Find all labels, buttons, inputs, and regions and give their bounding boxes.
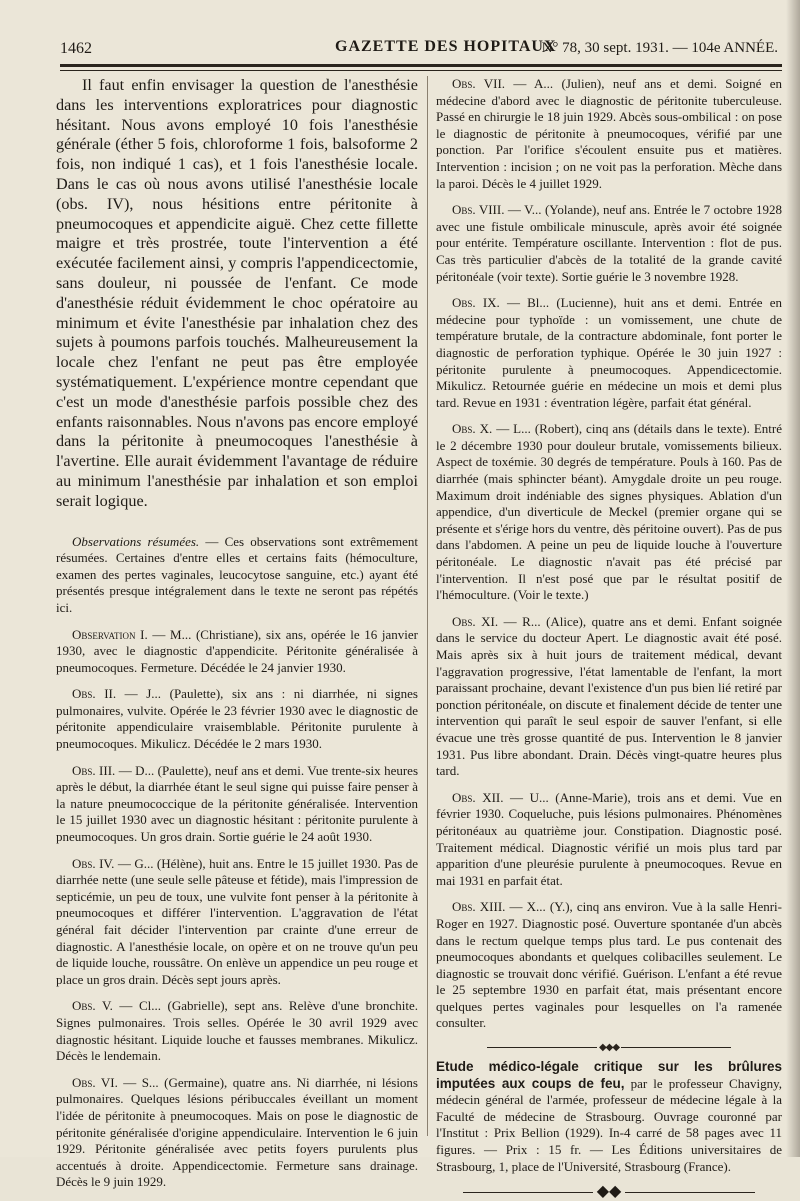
header-rule-thick bbox=[60, 64, 782, 67]
observation-paragraph bbox=[436, 202, 782, 285]
observation-heading: Obs. VII. bbox=[452, 76, 506, 91]
bibliography-body: par le professeur Chavigny, médecin général de l'armée, professeur de médecine légale à la Faculté de médecine de Strasbourg. Ouvrage couronné par l'Institut : Prix Bellion (1929). In-4 carré de 58 pages avec 11 figures. — Prix : 15 fr. — Les Éditions universitaires de Strasbourg, 1, place de l'Université, Strasbourg (France). bbox=[436, 1075, 782, 1174]
observation-paragraph bbox=[56, 763, 418, 846]
observation-paragraph bbox=[436, 790, 782, 890]
observation-paragraph bbox=[436, 899, 782, 1032]
resumes-body: — Ces observations sont extrêmement résumées. Certaines d'entre elles et certains faits (hémoculture, examen des pertes vaginales, leucocytose sanguine, etc.) ayant été présentés presque intégralement dans le texte ne seront pas répétés ici. bbox=[56, 533, 418, 615]
observation-heading: Obs. V. bbox=[72, 998, 113, 1014]
journal-title: GAZETTE DES HOPITAUX bbox=[335, 38, 557, 55]
observation-body: — L... (Robert), cinq ans (détails dans le texte). Entré le 2 décembre 1930 pour douleur brutale, vomissements bilieux. Aspect de toxémie. 30 degrés de température. Pouls à 160. Pas de diarrhée (mais sphincter béant). Amygdale droite un peu rouge. Maximum droit indéniable des signes physiques. Ablation d'un appendice, d'un diverticule de Meckel (premier organe qui se présente et s'érige hors du ventre, dès péritoine ouvert). Pas de pus dans l'abdomen. A peine un peu de liquide louche à l'ouverture péritonéale. Le diagnostic n'avait pas été précisé par l'intervention. Il n'est posé que par le résultat positif de l'hémoculture. (Voir le texte.) bbox=[436, 421, 782, 603]
observation-heading: Obs. VIII. bbox=[452, 202, 505, 218]
observation-body: — U... (Anne-Marie), trois ans et demi. Vue en février 1930. Coqueluche, puis lésions pulmonaires. Phénomènes péritonéaux au quatrième jour. Constipation. Diagnostic posé. Traitement médical. Diagnostic vérifié un mois plus tard par apparition d'une pleurésie purulente à pneumocoques. Revue en mai 1931 en parfait état. bbox=[436, 789, 782, 888]
observation-heading: Obs. XIII. bbox=[452, 899, 506, 915]
observation-paragraph bbox=[56, 998, 418, 1064]
observation-body: — M... (Christiane), six ans, opérée le 16 janvier 1930, avec le diagnostic d'appendicite. Péritonite généralisée à pneumocoques. Fermeture. Décédée le 24 janvier 1930. bbox=[56, 626, 419, 675]
observation-heading: Obs. IX. bbox=[452, 295, 500, 311]
observation-body: — Cl... (Gabrielle), sept ans. Relève d'une bronchite. Signes pulmonaires. Trois selles. Opérée le 30 avril 1929 avec diagnostic hésitant. Liquide louche et fausses membranes. Mikulicz. Décès le lendemain. bbox=[56, 998, 419, 1064]
bibliography-entry bbox=[436, 1059, 782, 1175]
observation-paragraph bbox=[436, 614, 782, 780]
observation-body: — R... (Alice), quatre ans et demi. Enfant soignée dans le service du docteur Apert. Le diagnostic avait été posé. Mais après six à huit jours de traitement médical, devant l'aggravation progressive, l'état lamentable de l'enfant, la mort paraissant prochaine, devant l'existence d'un pus bien lié retiré par ponction péritonéale, on discute et finalement décide de tenter une intervention qui paraît le seul espoir de sauver l'enfant, si elle évacue une très grosse quantité de pus. Intervention le 8 janvier 1931. Pus libre abondant. Drain. Décès vingt-quatre heures plus tard. bbox=[436, 613, 782, 779]
observation-body: — V... (Yolande), neuf ans. Entrée le 7 octobre 1928 avec une fistule ombilicale minuscule, après avoir été soignée pour entérite. Température oscillante. Intervention : flot de pus. Cas très particulier d'abcès de la totalité de la grande cavité péritonéale (voir texte). Sortie guérie le 3 novembre 1928. bbox=[436, 202, 782, 284]
resumes-title: Observations résumées. bbox=[72, 533, 200, 549]
header-rule-thin bbox=[60, 70, 782, 71]
left-column bbox=[56, 76, 419, 1190]
column-divider bbox=[427, 76, 428, 1136]
observation-body: — A... (Julien), neuf ans et demi. Soigné en médecine d'abord avec le diagnostic de péritonite tuberculeuse. Passé en chirurgie le 18 juin 1929. Abcès sous-ombilical : on pose le diagnostic de péritonite à pneumocoques, vérifié par une ponction. Par l'orifice s'écoulent ensuite pus et matières. Intervention : incision ; on ne voit pas la perforation. Mèche dans la paroi. Décès le 4 juillet 1929. bbox=[436, 76, 782, 191]
observation-body: — D... (Paulette), neuf ans et demi. Vue trente-six heures après le début, la diarrhée étant le seul signe qui puisse faire penser à la nature pneumococcique de la péritonite généralisée. Intervention le 15 juillet 1930 avec un diagnostic hésitant : péritonite purulente à pneumocoques. Un gros drain. Sortie guérie le 24 août 1930. bbox=[56, 762, 418, 845]
observation-heading: Obs. III. bbox=[72, 762, 116, 778]
page-header bbox=[60, 38, 778, 62]
intro-paragraph: Il faut enfin envisager la question de l'anesthésie dans les interventions exploratrices pour diagnostic hésitant. Nous avons employé 10 fois l'anesthésie générale (éther 5 fois, chloroforme 1 fois, balsoforme 2 fois, non indiqué 1 cas), et 1 fois l'anesthésie locale. Dans le cas où nous avons utilisé l'anesthésie locale (obs. IV), nous hésitions entre péritonite à pneumocoques et appendicite aiguë. Chez cette fillette maigre et très prostrée, toute l'intervention a été exécutée facilement ainsi, y compris l'appendicectomie, sans douleur, ni poussée de l'enfant. Ce mode d'anesthésie réduit évidemment le choc opératoire au minimum et évite l'anesthésie par inhalation chez des sujets à poumons parfois touchés. Malheureusement la locale chez l'enfant ne peut pas être employée systématiquement. L'expérience montre cependant que c'est un mode d'anesthésie parfois possible chez des enfants raisonnables. Nous n'avons pas encore employé dans la péritonite à pneumocoques l'anesthésie à l'avertine. Elle aurait évidemment l'avantage de réduire au minimum l'anesthésie par inhalation et son emploi serait logique. bbox=[56, 76, 418, 510]
observation-paragraph bbox=[436, 295, 782, 411]
observation-heading: Obs. VI. bbox=[72, 1074, 118, 1090]
observation-paragraph bbox=[436, 421, 782, 604]
resumes-paragraph bbox=[56, 534, 418, 617]
right-column bbox=[436, 76, 782, 1201]
observation-body: — G... (Hélène), huit ans. Entre le 15 juillet 1930. Pas de diarrhée nette (une seule selle pâteuse et fétide), mais l'impression de septicémie, un peu de toux, une vulvite font penser à la péritonite à pneumocoques et différer l'intervention. L'aggravation de l'état général fait décider l'intervention par crainte d'une erreur de diagnostic. A l'anesthésie locale, on opère et on ne trouve qu'un peu de liquide louche, roussâtre. On enlève un appendice un peu rouge et place un gros drain. Décès sept jours après. bbox=[56, 855, 418, 987]
observation-body: — X... (Y.), cinq ans environ. Vue à la salle Henri-Roger en 1927. Diagnostic posé. Ouverture spontanée d'un abcès dans le rectum quelque temps plus tard. Le pus contenait des pneumocoques abondants et quelques colibacilles seulement. Le diagnostic se trouvait donc vérifié. Guérison. L'enfant a été revue le 25 septembre 1930 en parfait état, mais présentant encore quelques pertes vaginales pour lesquelles on l'a ramenée consulter. bbox=[436, 899, 782, 1031]
page-edge-shadow bbox=[786, 0, 800, 1157]
observation-heading: Obs. II. bbox=[72, 686, 117, 702]
observation-body: — J... (Paulette), six ans : ni diarrhée, ni signes pulmonaires, vulvite. Opérée le 23 février 1930 avec le diagnostic de péritonite appendiculaire vraisemblable. Péritonite purulente à pneumocoques. Mikulicz. Décédée le 2 mars 1930. bbox=[56, 686, 418, 752]
bibliography-title: Etude médico-légale critique sur les brûlures imputées aux coups de feu, bbox=[436, 1059, 782, 1091]
observation-heading: Obs. X. bbox=[452, 421, 493, 437]
observation-heading: Observation I. bbox=[72, 626, 148, 642]
bottom-separator: ◆◆ bbox=[436, 1181, 782, 1201]
section-separator: ◆◆◆ bbox=[436, 1042, 782, 1053]
observation-body: — S... (Germaine), quatre ans. Ni diarrhée, ni lésions pulmonaires. Quelques lésions péribuccales éveillant un moment l'idée de péritonite à pneumocoques. Mais on pose le diagnostic de péritonite généralisée d'origine appendiculaire. Intervention le 6 juin 1929. Péritonite généralisée avec petits foyers purulents plus accentués à droite. Appendicectomie. Fermeture sans drainage. Décès le 9 juin 1929. bbox=[56, 1074, 418, 1190]
issue-info: N° 78, 30 sept. 1931. — 104e ANNÉE. bbox=[541, 40, 778, 56]
observation-paragraph bbox=[436, 76, 782, 192]
observation-paragraph bbox=[56, 856, 418, 989]
observation-paragraph bbox=[56, 627, 418, 677]
observation-heading: Obs. IV. bbox=[72, 855, 115, 871]
page-number: 1462 bbox=[60, 40, 92, 57]
observation-paragraph bbox=[56, 1075, 418, 1191]
observation-body: — Bl... (Lucienne), huit ans et demi. Entrée en médecine pour typhoïde : un vomissement, une chute de température brutale, de la contracture abdominale, font porter le diagnostic de perforation typhique. Opérée le 30 juin 1927 : péritonite purulente à pneumocoques. Appendicectomie. Mikulicz. Retournée guérie en médecine un mois et demi plus tard. Revue en 1931 : éventration légère, parfait état général. bbox=[436, 295, 782, 410]
observation-heading: Obs. XII. bbox=[452, 789, 504, 805]
observation-heading: Obs. XI. bbox=[452, 613, 499, 629]
observation-paragraph bbox=[56, 686, 418, 752]
